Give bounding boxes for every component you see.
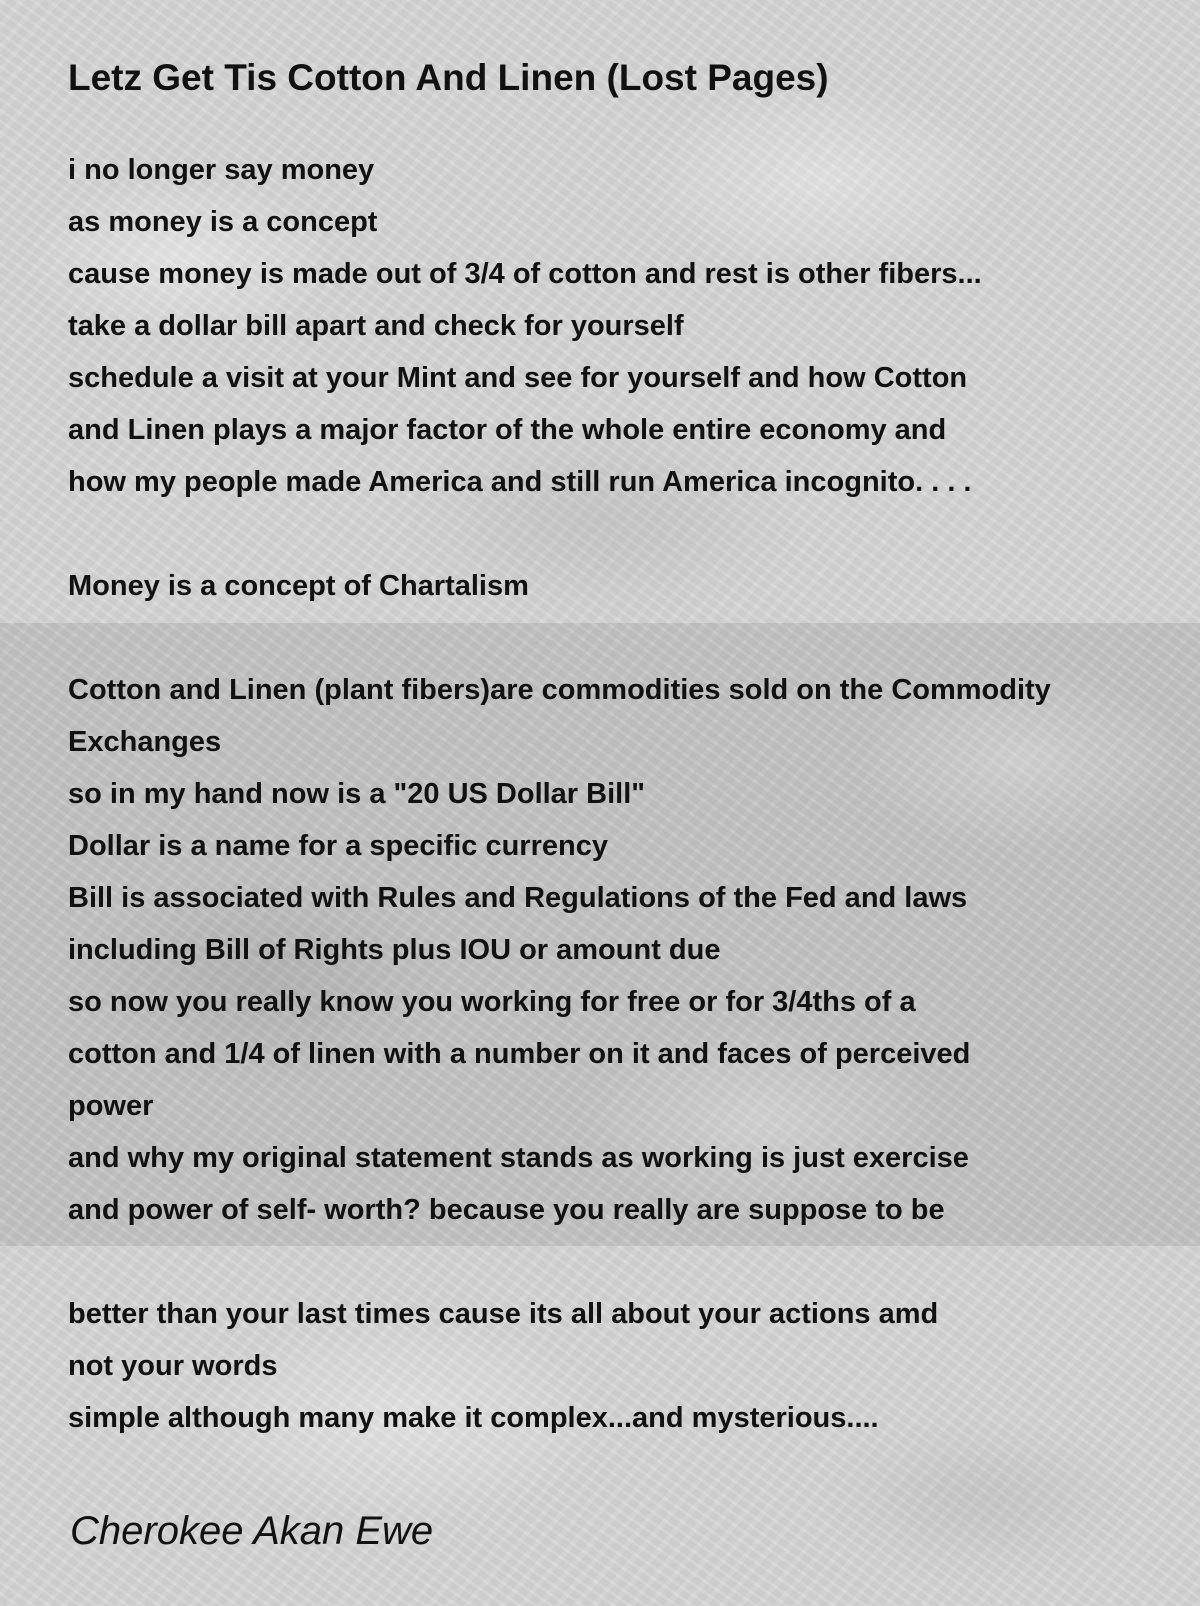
poem-line: take a dollar bill apart and check for yourself xyxy=(68,310,684,342)
poem-line: and Linen plays a major factor of the whole entire economy and xyxy=(68,414,947,446)
poem-line: cotton and 1/4 of linen with a number on it and faces of perceived xyxy=(68,1038,971,1070)
poem-line: how my people made America and still run America incognito. . . . xyxy=(68,466,972,498)
poem-blank-line xyxy=(68,612,1178,664)
poem-line: Money is a concept of Chartalism xyxy=(68,570,529,602)
poem-line: and power of self- worth? because you really are suppose to be xyxy=(68,1194,945,1226)
poem-blank-line xyxy=(68,508,1178,560)
poem-line: Cotton and Linen (plant fibers)are commodities sold on the Commodity xyxy=(68,674,1051,706)
poem-line: cause money is made out of 3/4 of cotton and rest is other fibers... xyxy=(68,258,982,290)
poem-body xyxy=(68,144,1178,1444)
poem-line: Exchanges xyxy=(68,726,222,758)
poem-blank-line xyxy=(68,1236,1178,1288)
poem-line: as money is a concept xyxy=(68,206,378,238)
poem-line: Dollar is a name for a specific currency xyxy=(68,830,608,862)
poem-container xyxy=(68,52,1178,1444)
poem-title: Letz Get Tis Cotton And Linen (Lost Pages) xyxy=(68,57,829,98)
poem-line: power xyxy=(68,1090,154,1122)
poem-line: including Bill of Rights plus IOU or amount due xyxy=(68,934,721,966)
poem-line: simple although many make it complex...and mysterious.... xyxy=(68,1402,879,1434)
poem-line: and why my original statement stands as working is just exercise xyxy=(68,1142,969,1174)
poem-line: better than your last times cause its all about your actions amd xyxy=(68,1298,939,1330)
poem-line: so in my hand now is a "20 US Dollar Bill" xyxy=(68,778,646,810)
poem-line: Bill is associated with Rules and Regulations of the Fed and laws xyxy=(68,882,968,914)
poem-line: not your words xyxy=(68,1350,278,1382)
poem-line: schedule a visit at your Mint and see for yourself and how Cotton xyxy=(68,362,968,394)
poem-line: i no longer say money xyxy=(68,154,375,186)
poem-author: Cherokee Akan Ewe xyxy=(70,1509,434,1553)
poem-line: so now you really know you working for free or for 3/4ths of a xyxy=(68,986,916,1018)
